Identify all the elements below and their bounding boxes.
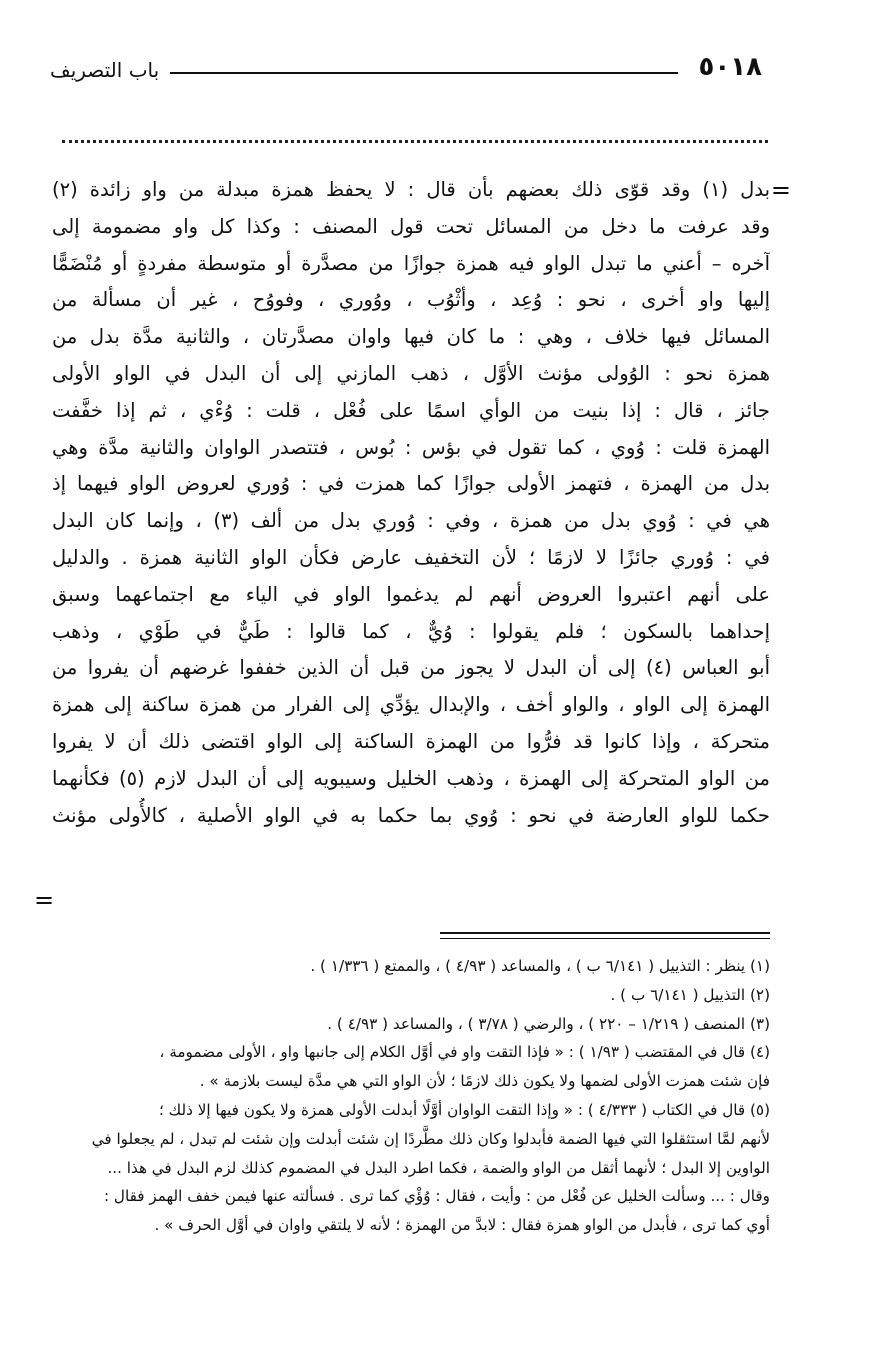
text-line: حكما للواو العارضة في نحو : وُوي بما حكما به في الواو الأصلية ، كالأُولى مؤنث — [52, 803, 770, 827]
footnote-line: (٢) التذييل ( ٦/١٤١ ب ) . — [610, 985, 770, 1004]
footnote-rule — [440, 932, 770, 934]
footnote-line: (٥) قال في الكتاب ( ٤/٣٣٣ ) : « وإذا التقت الواوان أوَّلًا أبدلت الأولى همزة ولا يكون فيها إلا ذلك ؛ — [159, 1100, 770, 1119]
text-line: الهمزة إلى الواو ، والواو أخف ، والإبدال يؤدِّي إلى الفرار من همزة ساكنة إلى همزة — [52, 693, 770, 717]
text-line: بدل من الهمزة ، فتهمز الأولى جوازًا كما همزت في : وُوري لعروض الواو فيهما إذ — [52, 472, 770, 496]
page-number: ٥٠١٨ — [698, 52, 762, 82]
footnote-line: فإن شئت همزت الأولى لضمها ولا يكون ذلك لازمًا ؛ لأن الواو التي هي مدَّة ليست بلازمة » . — [199, 1072, 770, 1091]
text-line: جائز ، قال : إذا بنيت من الوأي اسمًا على فُعْل ، قلت : وُءْي ، ثم إذا خفَّفت — [52, 398, 770, 422]
text-line: هي في : وُوي بدل من همزة ، وفي : وُوري بدل من ألف (٣) ، وإنما كان البدل — [52, 509, 770, 533]
text-line: المسائل فيها خلاف ، وهي : ما كان فيها واوان مصدَّرتان ، والثانية مدَّة بدل من — [52, 325, 770, 349]
footnote-line: (١) ينظر : التذييل ( ٦/١٤١ ب ) ، والمساعد ( ٤/٩٣ ) ، والممتع ( ١/٣٣٦ ) . — [310, 957, 770, 975]
text-line: إليها واو أخرى ، نحو : وُعِد ، وأثْوُب ، ووُوري ، وفووُح ، غير أن مسألة من — [52, 288, 770, 312]
text-line: إحداهما بالسكون ؛ فلم يقولوا : وُيٌّ ، كما قالوا : طَيٌّ في طَوْي ، وذهب — [52, 619, 770, 643]
footnote-rule-thin — [440, 938, 770, 939]
footnote-line: لأنهم لمَّا استثقلوا التي فيها الضمة فأبدلوا وكان ذلك مطَّردًا إن شئت أبدلت وإن شئت لم تبدل ، لم يجعلوا في — [91, 1129, 770, 1148]
dotted-separator — [62, 140, 768, 143]
footnotes — [52, 952, 770, 1240]
footnote-line: الواوين إلا البدل ؛ لأنهما أثقل من الواو والضمة ، فكما اطرد البدل في المضموم كذلك لزم البدل في هذا ... — [107, 1158, 770, 1177]
page-header — [50, 52, 770, 92]
text-line: في : وُوري جائزًا لا لازمًا ؛ لأن التخفيف عارض فكأن الواو الثانية همزة . والدليل — [52, 545, 770, 569]
footnote-line: (٣) المنصف ( ١/٢١٩ – ٢٢٠ ) ، والرضي ( ٣/٧٨ ) ، والمساعد ( ٤/٩٣ ) . — [327, 1014, 770, 1033]
chapter-title: باب التصريف — [50, 58, 160, 82]
main-text — [52, 172, 770, 834]
text-line: وقد عرفت ما دخل من المسائل تحت قول المصنف : وكذا كل واو مضمومة إلى — [52, 214, 770, 238]
continuation-mark-end: = — [34, 886, 55, 914]
footnote-line: أوي كما ترى ، فأبدل من الواو همزة فقال : لابدَّ من الهمزة ؛ لأنه لا يلتقي واوان في أوَّل الحرف » . — [154, 1216, 770, 1235]
text-line: أبو العباس (٤) إلى أن البدل لا يجوز من قبل أن الذين خففوا غرضهم أن يفروا من — [52, 656, 770, 680]
continuation-mark-start: = — [770, 176, 791, 204]
text-line: همزة نحو : الوُولى مؤنث الأوَّل ، ذهب المازني إلى أن البدل في الواو الأولى — [52, 361, 770, 385]
text-line: آخره – أعني ما تبدل الواو فيه همزة جوازًا من مصدَّرة أو متوسطة مفردةٍ أو مُنْضَمًّا — [52, 251, 770, 275]
text-line: متحركة ، وإذا كانوا قد فرُّوا من الهمزة الساكنة إلى الواو اقتضى ذلك أن لا يفروا — [52, 729, 770, 753]
header-rule — [170, 72, 678, 74]
text-line: من الواو المتحركة إلى الهمزة ، وذهب الخليل وسيبويه إلى أن البدل لازم (٥) فكأنهما — [52, 766, 770, 790]
text-line: على أنهم اعتبروا العروض أنهم لم يدغموا الواو في الياء مع اجتماعهما وسبق — [52, 582, 770, 606]
footnote-line: وقال : ... وسألت الخليل عن فُعْل من : وأيت ، فقال : وُؤْي كما ترى . فسألته عنها فيمن خفف الهمز فقال : — [103, 1187, 770, 1206]
footnote-line: (٤) قال في المقتضب ( ١/٩٣ ) : « فإذا التقت واو في أوَّل الكلام إلى جانبها واو ، الأولى مضمومة ، — [159, 1043, 770, 1062]
text-line: بدل (١) وقد قوّى ذلك بعضهم بأن قال : لا يحفظ همزة مبدلة من واو زائدة (٢) — [52, 178, 770, 201]
text-line: الهمزة قلت : وُوي ، كما تقول في بؤس : بُوس ، فتتصدر الواوان والثانية مدَّة وهي — [52, 435, 770, 459]
